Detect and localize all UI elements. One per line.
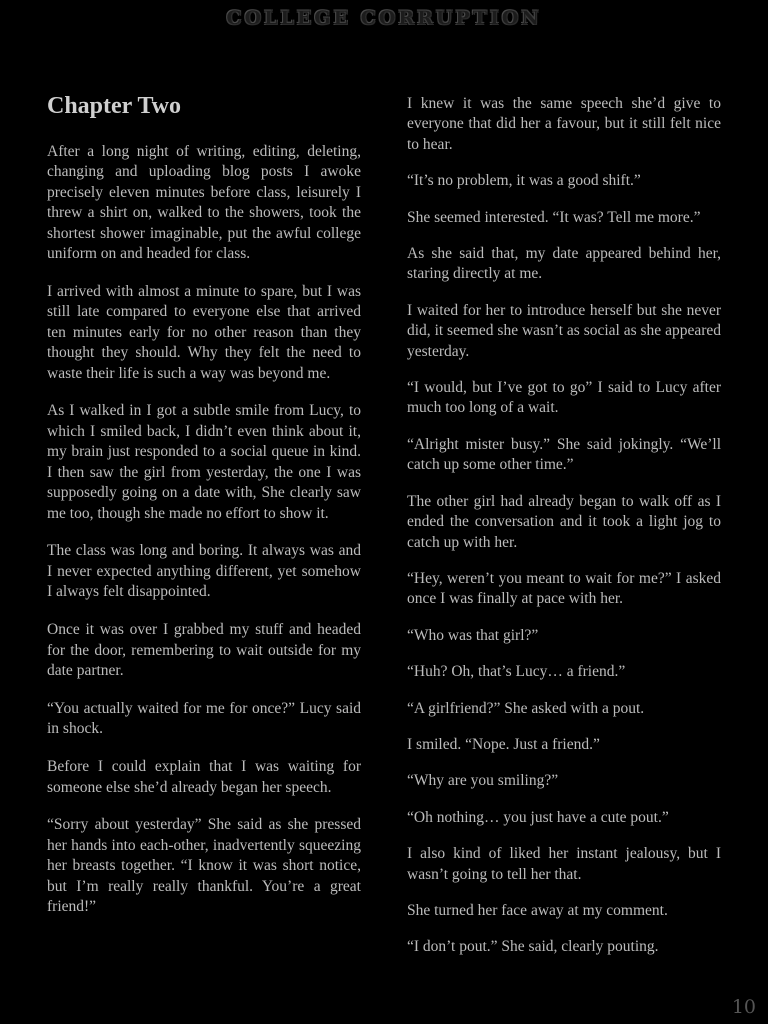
paragraph: As I walked in I got a subtle smile from Lucy, to which I smiled back, I didn’t even think about it, my brain just responded to a social queue in kind. I then saw the girl from yesterday, the one I was supposedly going on a date with, She clearly saw me too, though she made no effort to show it. (47, 402, 361, 522)
paragraph: She turned her face away at my comment. (407, 901, 668, 919)
paragraph: “Oh nothing… you just have a cute pout.” (407, 808, 669, 826)
paragraph: As she said that, my date appeared behind her, staring directly at me. (407, 245, 721, 283)
paragraph: “Huh? Oh, that’s Lucy… a friend.” (407, 663, 626, 681)
paragraph: “Alright mister busy.” She said jokingly. “We’ll catch up some other time.” (407, 435, 721, 474)
paragraph: “I don’t pout.” She said, clearly pouting. (407, 938, 659, 956)
paragraph: I knew it was the same speech she’d give to everyone that did her a favour, but it still felt nice to hear. (407, 95, 721, 153)
paragraph: “Why are you smiling?” (407, 772, 559, 790)
paragraph: “Who was that girl?” (407, 626, 539, 644)
paragraph: “Hey, weren’t you meant to wait for me?” I asked once I was finally at pace with her. (407, 569, 721, 608)
paragraph: The class was long and boring. It always was and I never expected anything different, yet somehow I always felt disappointed. (47, 542, 361, 601)
paragraph: “Sorry about yesterday” She said as she pressed her hands into each-other, inadvertently squeezing her breasts together. “I know it was short notice, but I’m really really thankful. You’re a great friend!” (47, 816, 361, 916)
paragraph: “A girlfriend?” She asked with a pout. (407, 699, 645, 717)
paragraph: Before I could explain that I was waiting for someone else she’d already began her speech. (47, 758, 361, 796)
paragraph: “You actually waited for me for once?” Lucy said in shock. (47, 699, 361, 738)
paragraph: I smiled. “Nope. Just a friend.” (407, 735, 600, 753)
left-column (47, 92, 361, 935)
paragraph: I arrived with almost a minute to spare, but I was still late compared to everyone else that arrived ten minutes early for no other reason than they thought they should. Why they felt the need to waste their life is such a way was beyond me. (47, 282, 361, 382)
paragraph: She seemed interested. “It was? Tell me more.” (407, 208, 701, 226)
chapter-title: Chapter Two (47, 93, 182, 119)
paragraph: I also kind of liked her instant jealousy, but I wasn’t going to tell her that. (407, 845, 721, 883)
page-number: 10 (731, 996, 756, 1018)
running-head: COLLEGE CORRUPTION (226, 7, 542, 29)
paragraph: “I would, but I’ve got to go” I said to Lucy after much too long of a wait. (407, 379, 721, 417)
paragraph: “It’s no problem, it was a good shift.” (407, 172, 641, 190)
paragraph: I waited for her to introduce herself but she never did, it seemed she wasn’t as social as she appeared yesterday. (407, 301, 721, 360)
paragraph: The other girl had already began to walk off as I ended the conversation and it took a light jog to catch up with her. (407, 492, 721, 551)
right-column (407, 94, 721, 974)
paragraph: Once it was over I grabbed my stuff and headed for the door, remembering to wait outside for my date partner. (47, 621, 361, 679)
paragraph: After a long night of writing, editing, deleting, changing and uploading blog posts I awoke precisely eleven minutes before class, leisurely I threw a shirt on, walked to the showers, took the shortest shower imaginable, put the awful college uniform on and headed for class. (47, 143, 361, 263)
